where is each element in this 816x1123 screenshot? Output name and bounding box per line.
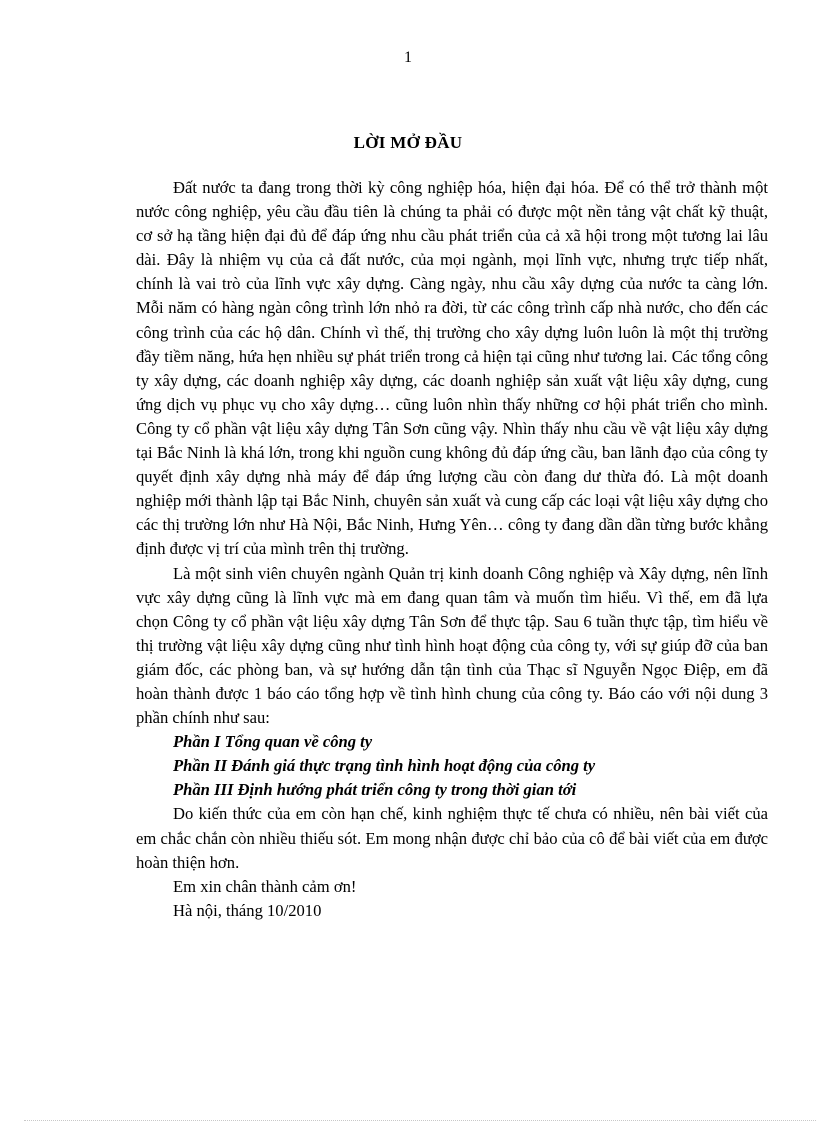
page-number: 1: [404, 49, 412, 66]
section-item-3: Phần III Định hướng phát triển công ty trong thời gian tới: [173, 780, 577, 800]
report-purpose-paragraph: Là một sinh viên chuyên ngành Quản trị kinh doanh Công nghiệp và Xây dựng, nên lĩnh vực xây dựng cũng là lĩnh vực mà em đang quan tâm và muốn tìm hiểu. Vì thế, em đã lựa chọn Công ty cổ phần vật liệu xây dựng Tân Sơn để thực tập. Sau 6 tuần thực tập, tìm hiểu về thị trường vật liệu xây dựng cũng như tình hình hoạt động của công ty, với sự giúp đỡ của ban giám đốc, các phòng ban, và sự hướng dẫn tận tình của Thạc sĩ Nguyễn Ngọc Điệp, em đã hoàn thành được 1 báo cáo tổng hợp về tình hình chung của công ty. Báo cáo với nội dung 3 phần chính như sau:: [136, 563, 768, 728]
closing-paragraph: Do kiến thức của em còn hạn chế, kinh nghiệm thực tế chưa có nhiều, nên bài viết của em chắc chắn còn nhiều thiếu sót. Em mong nhận được chỉ bảo của cô để bài viết của em được hoàn thiện hơn.: [136, 804, 768, 872]
thanks-line: Em xin chân thành cảm ơn!: [173, 876, 357, 896]
page-bottom-edge: [24, 1120, 816, 1121]
document-title: LỜI MỞ ĐẦU: [353, 133, 463, 152]
place-date-line: Hà nội, tháng 10/2010: [173, 900, 322, 920]
section-item-2: Phần II Đánh giá thực trạng tình hình hoạt động của công ty: [173, 756, 596, 776]
document-body: [136, 176, 768, 923]
section-item-1: Phần I Tổng quan về công ty: [173, 732, 373, 752]
intro-paragraph: Đất nước ta đang trong thời kỳ công nghiệp hóa, hiện đại hóa. Để có thể trở thành một nước công nghiệp, yêu cầu đầu tiên là chúng ta phải có được một nền tảng vật chất kỹ thuật, cơ sở hạ tầng hiện đại đủ để đáp ứng nhu cầu phát triển của cả xã hội trong một tương lai lâu dài. Đây là nhiệm vụ của cả đất nước, của mọi ngành, mọi lĩnh vực, nhưng trực tiếp nhất, chính là vai trò của lĩnh vực xây dựng. Càng ngày, nhu cầu xây dựng của nước ta càng lớn. Mỗi năm có hàng ngàn công trình lớn nhỏ ra đời, từ các công trình cấp nhà nước, cho đến các công trình của các hộ dân. Chính vì thế, thị trường cho xây dựng luôn luôn là một thị trường đầy tiềm năng, hứa hẹn nhiều sự phát triển trong cả hiện tại cũng như tương lai. Các tổng công ty xây dựng, các doanh nghiệp xây dựng, các doanh nghiệp sản xuất vật liệu xây dựng, cung ứng dịch vụ phục vụ cho xây dựng… cũng luôn nhìn thấy những cơ hội phát triển cho mình. Công ty cổ phần vật liệu xây dựng Tân Sơn cũng vậy. Nhìn thấy nhu cầu về vật liệu xây dựng tại Bắc Ninh là khá lớn, trong khi nguồn cung không đủ đáp ứng cầu, ban lãnh đạo của công ty quyết định xây dựng nhà máy để đáp ứng lượng cầu còn đang dư thừa đó. Là một doanh nghiệp mới thành lập tại Bắc Ninh, chuyên sản xuất và cung cấp các loại vật liệu xây dựng cho các thị trường lớn như Hà Nội, Bắc Ninh, Hưng Yên… công ty đang dần dần từng bước khẳng định được vị trí của mình trên thị trường.: [136, 178, 768, 559]
